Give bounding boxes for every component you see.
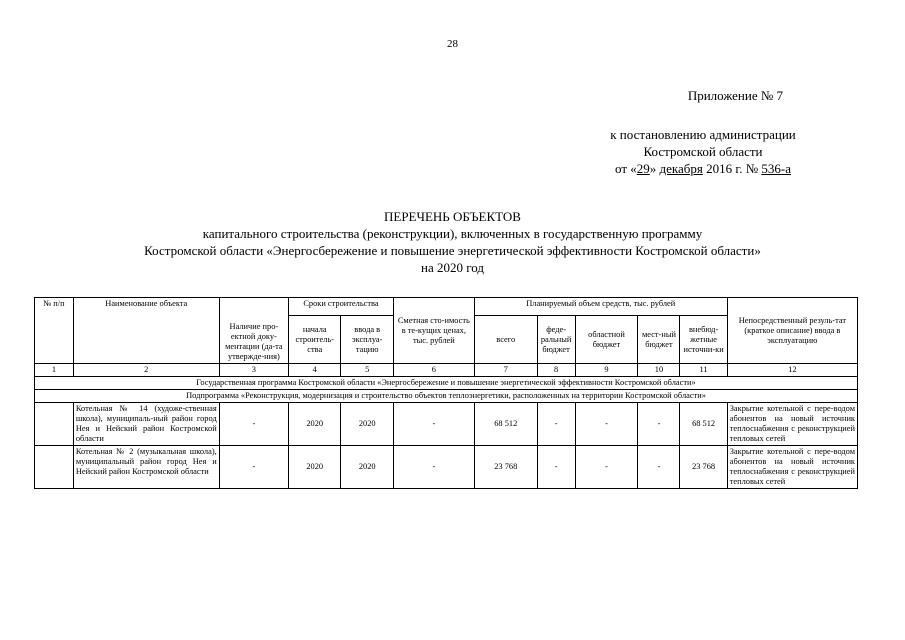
title-line-1: ПЕРЕЧЕНЬ ОБЪЕКТОВ xyxy=(384,209,521,224)
subprogram-row xyxy=(35,390,858,403)
column-number: 3 xyxy=(219,364,288,377)
appendix-label: Приложение № 7 xyxy=(687,88,783,103)
program-row xyxy=(35,377,858,390)
row-result: Закрытие котельной с пере-водом абонентов на новый источник теплоснабжения с реконструкцией тепловых сетей xyxy=(727,403,857,446)
row-extra: 23 768 xyxy=(680,446,727,489)
row-result: Закрытие котельной с пере-водом абонентов на новый источник теплоснабжения с реконструкцией тепловых сетей xyxy=(727,446,857,489)
row-docs: - xyxy=(219,403,288,446)
header-extra: внебюд-жетные источни-ки xyxy=(680,316,727,364)
row-regional: - xyxy=(575,403,638,446)
row-local: - xyxy=(638,403,680,446)
column-number: 10 xyxy=(638,364,680,377)
row-num xyxy=(35,403,74,446)
header-result: Непосредственный резуль-тат (краткое описание) ввода в эксплуатацию xyxy=(727,298,857,364)
header-local: мест-ный бюджет xyxy=(638,316,680,364)
header-name: Наименование объекта xyxy=(73,298,219,364)
row-regional: - xyxy=(575,446,638,489)
row-start: 2020 xyxy=(288,446,340,489)
row-total: 23 768 xyxy=(474,446,537,489)
row-commission: 2020 xyxy=(341,446,393,489)
column-number: 1 xyxy=(35,364,74,377)
header-planned: Планируемый объем средств, тыс. рублей xyxy=(474,298,727,316)
decree-date-line xyxy=(573,160,833,177)
table-row xyxy=(35,403,858,446)
decree-sep: » xyxy=(649,161,660,176)
row-docs: - xyxy=(219,446,288,489)
decree-line-2: Костромской области xyxy=(643,144,763,159)
row-federal: - xyxy=(537,403,575,446)
column-number: 11 xyxy=(680,364,727,377)
subprogram-title: Подпрограмма «Реконструкция, модернизация и строительство объектов теплоэнергетики, расположенных на территории Костромской области» xyxy=(35,390,858,403)
row-local: - xyxy=(638,446,680,489)
row-extra: 68 512 xyxy=(680,403,727,446)
column-number: 6 xyxy=(393,364,474,377)
header-docs: Наличие про-ектной доку-ментации (да-та утвержде-ния) xyxy=(219,298,288,364)
decree-day: 29 xyxy=(636,161,650,176)
row-cost: - xyxy=(393,403,474,446)
title-line-4: на 2020 год xyxy=(421,260,484,275)
decree-number: 536-а xyxy=(761,161,792,176)
column-number: 2 xyxy=(73,364,219,377)
header-regional: областной бюджет xyxy=(575,316,638,364)
header-cost: Сметная сто-имость в те-кущих ценах, тыс. рублей xyxy=(393,298,474,364)
header-num: № п/п xyxy=(35,298,74,364)
row-num xyxy=(35,446,74,489)
row-commission: 2020 xyxy=(341,403,393,446)
page-number: 28 xyxy=(447,38,458,50)
title-line-2: капитального строительства (реконструкции), включенных в государственную программу xyxy=(202,226,703,241)
column-number: 8 xyxy=(537,364,575,377)
decree-prefix: от « xyxy=(614,161,637,176)
decree-reference xyxy=(573,126,833,177)
header-federal: феде-ральный бюджет xyxy=(537,316,575,364)
header-total: всего xyxy=(474,316,537,364)
row-federal: - xyxy=(537,446,575,489)
decree-year: 2016 г. № xyxy=(702,161,762,176)
header-start: начала строитель-ства xyxy=(288,316,340,364)
column-number: 9 xyxy=(575,364,638,377)
row-name: Котельная № 2 (музыкальная школа), муниципальный район город Нея и Нейский район Костромской области xyxy=(73,446,219,489)
column-numbers-row xyxy=(35,364,858,377)
decree-line-1: к постановлению администрации xyxy=(610,127,796,142)
program-title: Государственная программа Костромской области «Энергосбережение и повышение энергетической эффективности Костромской области» xyxy=(35,377,858,390)
objects-table xyxy=(34,297,858,489)
row-name: Котельная № 14 (художе-ственная школа), муниципаль-ный район город Нея и Нейский район Костромской области xyxy=(73,403,219,446)
row-cost: - xyxy=(393,446,474,489)
decree-month: декабря xyxy=(659,161,703,176)
table-row xyxy=(35,446,858,489)
column-number: 4 xyxy=(288,364,340,377)
header-terms: Сроки строительства xyxy=(288,298,393,316)
column-number: 12 xyxy=(727,364,857,377)
column-number: 5 xyxy=(341,364,393,377)
column-number: 7 xyxy=(474,364,537,377)
row-total: 68 512 xyxy=(474,403,537,446)
row-start: 2020 xyxy=(288,403,340,446)
title-line-3: Костромской области «Энергосбережение и повышение энергетической эффективности Костромской области» xyxy=(144,243,761,258)
document-title xyxy=(0,208,905,276)
header-commission: ввода в эксплуа-тацию xyxy=(341,316,393,364)
